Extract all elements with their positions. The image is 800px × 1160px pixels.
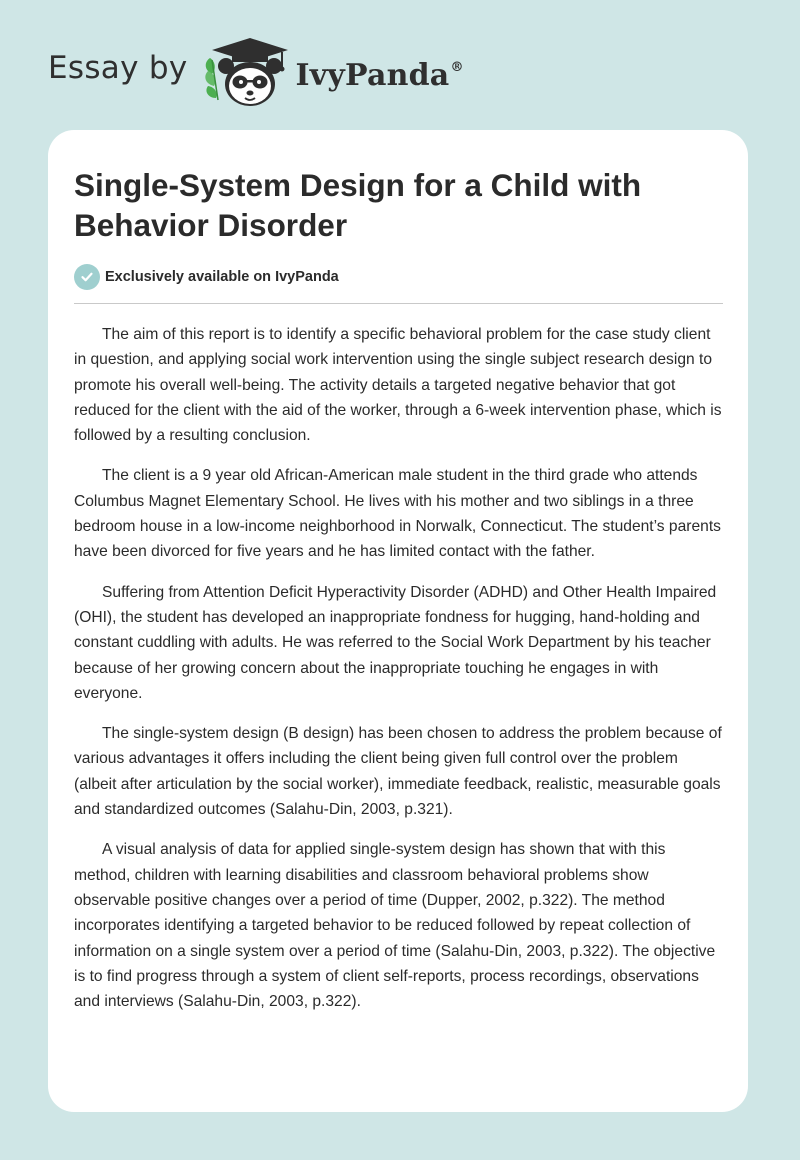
registered-mark: ® bbox=[450, 59, 464, 75]
paragraph: The single-system design (B design) has been chosen to address the problem because of various advantages it offers including the client being given full control over the problem (albeit after articulation by the social worker), immediate feedback, realistic, measurable goals and standardized outcomes (Salahu-Din, 2003, p.321). bbox=[74, 725, 722, 819]
exclusive-badge bbox=[74, 264, 339, 290]
paragraph: The aim of this report is to identify a specific behavioral problem for the case study client in question, and applying social work intervention using the single subject research design to promote his overall well-being. The activity details a targeted negative behavior that got reduced for the client with the aid of the worker, through a 6-week intervention phase, which is followed by a resulting conclusion. bbox=[74, 326, 722, 445]
check-circle-icon bbox=[74, 264, 100, 290]
paragraph: The client is a 9 year old African-American male student in the third grade who attends Columbus Magnet Elementary School. He lives with his mother and two siblings in a three bedroom house in a low-income neighborhood in Norwalk, Connecticut. The student’s parents have been divorced for five years and he has limited contact with the father. bbox=[74, 467, 721, 561]
essay-by-label: Essay by bbox=[48, 50, 188, 86]
paragraph: A visual analysis of data for applied single-system design has shown that with this method, children with learning disabilities and classroom behavioral problems show observable positive changes over a period of time (Dupper, 2002, p.322). The method incorporates identifying a targeted behavior to be reduced followed by repeat collection of information on a single system over a period of time (Salahu-Din, 2003, p.322). The objective is to find progress through a system of client self-reports, process recordings, observations and interviews (Salahu-Din, 2003, p.322). bbox=[74, 841, 716, 1011]
exclusive-badge-label: Exclusively available on IvyPanda bbox=[105, 269, 339, 285]
brand-name[interactable]: IvyPanda® bbox=[295, 57, 464, 93]
paragraph: Suffering from Attention Deficit Hyperactivity Disorder (ADHD) and Other Health Impaired (OHI), the student has developed an inappropriate fondness for hugging, hand-holding and constant cuddling with adults. He was referred to the Social Work Department by his teacher because of her growing concern about the inappropriate touching he engages in with everyone. bbox=[74, 583, 717, 702]
essay-title: Single-System Design for a Child with Behavior Disorder bbox=[74, 167, 642, 243]
divider bbox=[74, 303, 723, 304]
panda-graduate-icon[interactable] bbox=[202, 36, 294, 108]
essay-body bbox=[74, 322, 722, 1029]
site-header bbox=[48, 36, 464, 108]
leaf-icon bbox=[205, 58, 218, 100]
essay-card bbox=[48, 130, 748, 1112]
